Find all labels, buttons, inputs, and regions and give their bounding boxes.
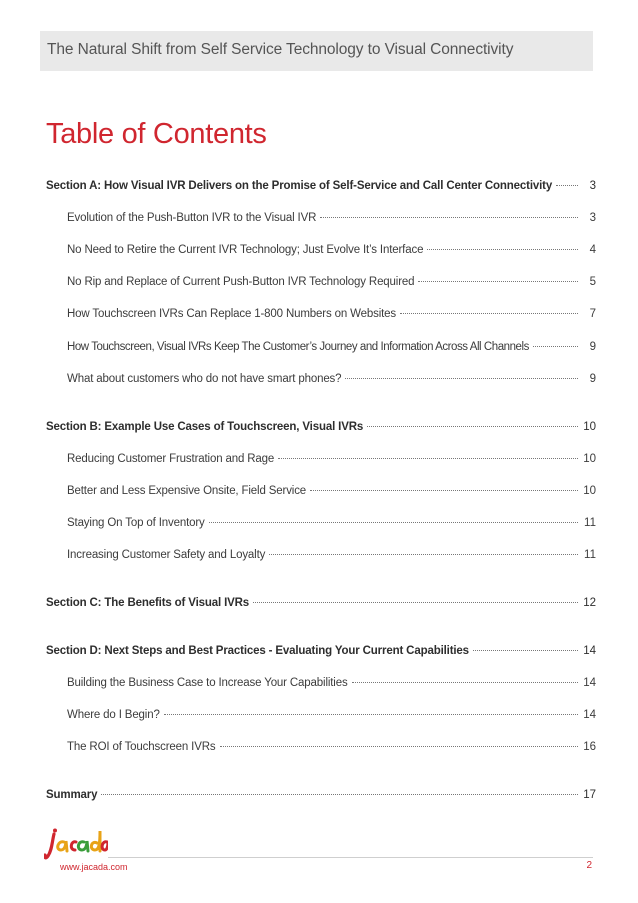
toc-entry-label: Building the Business Case to Increase Your Capabilities	[67, 677, 348, 689]
toc-heading: Table of Contents	[46, 118, 267, 150]
toc-entry-page: 3	[589, 180, 596, 192]
toc-entry-label: No Need to Retire the Current IVR Technology; Just Evolve It’s Interface	[67, 244, 424, 256]
toc-entry-label: Section C: The Benefits of Visual IVRs	[46, 597, 250, 609]
toc-entry[interactable]	[67, 212, 596, 232]
toc-entry[interactable]	[67, 276, 596, 296]
toc-entry[interactable]	[67, 373, 596, 393]
toc-entry[interactable]	[46, 597, 596, 617]
toc-entry-page: 10	[583, 421, 596, 433]
toc-entry-page: 14	[583, 645, 596, 657]
toc-entry[interactable]	[67, 244, 596, 264]
toc-entry-label: Section D: Next Steps and Best Practices - Evaluating Your Current Capabilities	[46, 645, 469, 657]
toc-entry-page: 5	[589, 276, 596, 288]
toc-entry-page: 7	[589, 308, 596, 320]
dot-leader	[278, 458, 578, 459]
dot-leader	[345, 378, 578, 379]
toc-entry[interactable]	[67, 485, 596, 505]
toc-entry[interactable]	[46, 421, 596, 441]
dot-leader	[164, 714, 578, 715]
toc-entry-label: The ROI of Touchscreen IVRs	[67, 741, 216, 753]
dot-leader	[556, 185, 578, 186]
toc-entry-page: 14	[583, 677, 596, 689]
toc-entry-page: 17	[583, 789, 596, 801]
toc-entry-page: 12	[583, 597, 596, 609]
toc-entry-label: No Rip and Replace of Current Push-Button IVR Technology Required	[67, 276, 415, 288]
toc-entry[interactable]	[67, 549, 596, 569]
toc-entry-label: Increasing Customer Safety and Loyalty	[67, 549, 266, 561]
toc-entry-page: 14	[583, 709, 596, 721]
toc-entry-page: 11	[584, 549, 596, 561]
dot-leader	[427, 249, 578, 250]
dot-leader	[533, 346, 578, 347]
toc-entry-label: Staying On Top of Inventory	[67, 517, 205, 529]
toc-entry-label: Reducing Customer Frustration and Rage	[67, 453, 275, 465]
jacada-logo-icon	[44, 828, 108, 862]
footer-divider	[108, 857, 593, 858]
toc-entry[interactable]	[46, 789, 596, 809]
toc-entry-label: What about customers who do not have smart phones?	[67, 373, 342, 385]
toc-entry[interactable]	[46, 180, 596, 200]
toc-entry-label: Better and Less Expensive Onsite, Field Service	[67, 485, 307, 497]
toc-entry[interactable]	[67, 677, 596, 697]
toc-entry[interactable]	[67, 341, 596, 361]
dot-leader	[269, 554, 578, 555]
toc-entry-page: 16	[583, 741, 596, 753]
document-title: The Natural Shift from Self Service Technology to Visual Connectivity	[47, 41, 514, 58]
toc-entry-page: 9	[589, 341, 596, 353]
toc-entry-label: How Touchscreen, Visual IVRs Keep The Customer’s Journey and Information Across All Channels	[67, 341, 529, 353]
toc-entry[interactable]	[67, 453, 596, 473]
toc-entry-label: Where do I Begin?	[67, 709, 160, 721]
dot-leader	[220, 746, 579, 747]
toc-entry[interactable]	[67, 517, 596, 537]
toc-entry-page: 10	[583, 485, 596, 497]
toc-entry[interactable]	[67, 741, 596, 761]
dot-leader	[320, 217, 578, 218]
dot-leader	[352, 682, 578, 683]
dot-leader	[253, 602, 578, 603]
dot-leader	[367, 426, 578, 427]
toc-entry-label: Section A: How Visual IVR Delivers on the Promise of Self-Service and Call Center Connectivity	[46, 180, 553, 192]
toc-entry-label: Evolution of the Push-Button IVR to the Visual IVR	[67, 212, 317, 224]
toc-entry-page: 11	[584, 517, 596, 529]
toc-entry-label: Summary	[46, 789, 98, 801]
dot-leader	[418, 281, 578, 282]
dot-leader	[400, 313, 578, 314]
toc-entry-page: 4	[589, 244, 596, 256]
dot-leader	[473, 650, 578, 651]
dot-leader	[209, 522, 578, 523]
toc-entry[interactable]	[46, 645, 596, 665]
toc-entry-page: 9	[589, 373, 596, 385]
toc-entry-label: How Touchscreen IVRs Can Replace 1-800 Numbers on Websites	[67, 308, 397, 320]
toc-entry[interactable]	[67, 709, 596, 729]
toc-entry-page: 3	[589, 212, 596, 224]
toc-entry[interactable]	[67, 308, 596, 328]
jacada-logo	[44, 828, 108, 862]
header-band	[40, 31, 593, 71]
dot-leader	[101, 794, 578, 795]
dot-leader	[310, 490, 578, 491]
footer-url[interactable]: www.jacada.com	[60, 862, 128, 872]
toc-entry-label: Section B: Example Use Cases of Touchscreen, Visual IVRs	[46, 421, 364, 433]
page-number: 2	[586, 860, 592, 871]
toc-entry-page: 10	[583, 453, 596, 465]
